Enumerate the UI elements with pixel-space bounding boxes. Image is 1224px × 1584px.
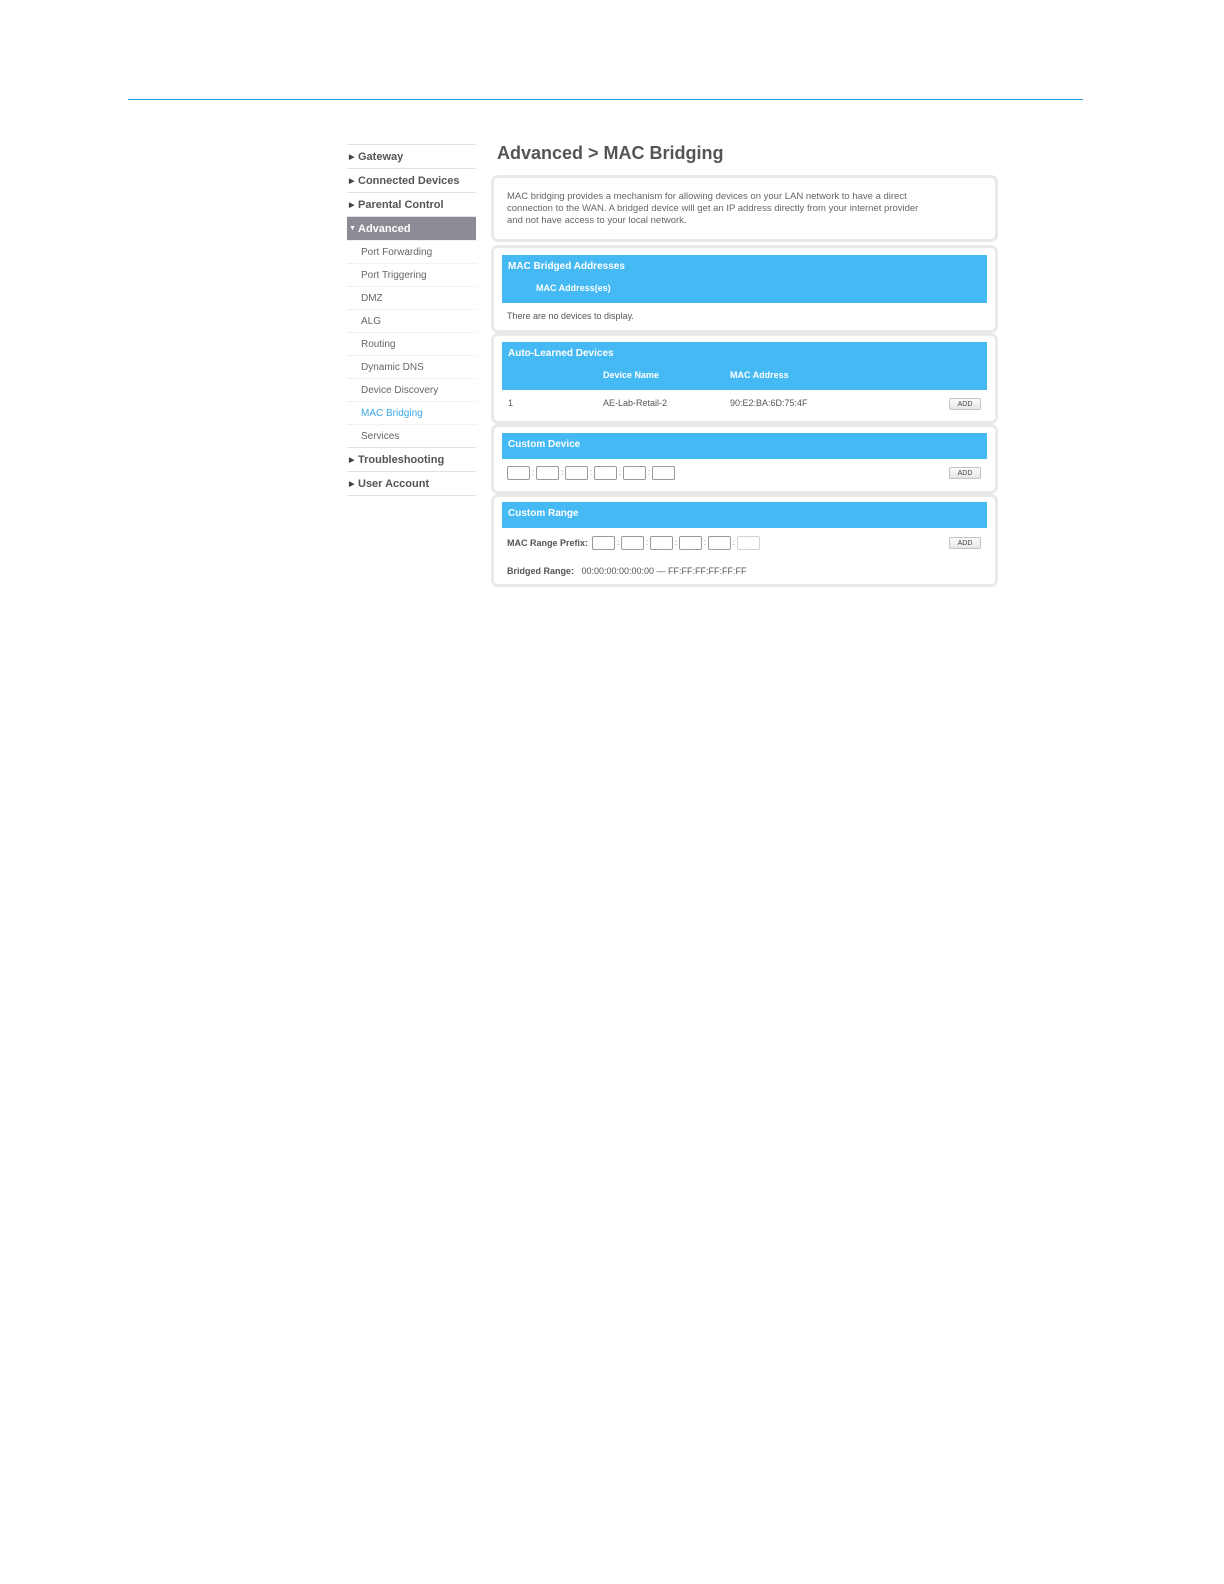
table-header <box>508 279 987 299</box>
page-title: Advanced > MAC Bridging <box>497 143 724 163</box>
mac-octet-input-6[interactable] <box>652 466 675 480</box>
prefix-octet-input-1[interactable] <box>592 536 615 550</box>
sidebar-subitem-dynamic-dns[interactable]: Dynamic DNS <box>347 355 476 378</box>
chevron-right-icon: ▶ <box>349 480 355 488</box>
sidebar-subitem-alg[interactable]: ALG <box>347 309 476 332</box>
sidebar-nav <box>347 144 476 497</box>
mac-octet-inputs <box>507 464 675 482</box>
octet-separator: : <box>560 468 564 478</box>
sidebar-subitem-dmz[interactable]: DMZ <box>347 286 476 309</box>
custom-range-panel <box>491 494 998 587</box>
sidebar-item-label: Parental Control <box>358 198 444 211</box>
mac-octet-input-2[interactable] <box>536 466 559 480</box>
prefix-octet-input-2[interactable] <box>621 536 644 550</box>
sidebar-item-label: User Account <box>358 477 430 490</box>
custom-range-header <box>502 502 987 528</box>
column-header-mac: MAC Address(es) <box>536 283 611 293</box>
mac-bridged-addresses-panel <box>491 245 998 333</box>
prefix-octet-input-3[interactable] <box>650 536 673 550</box>
sidebar-item-label: Troubleshooting <box>358 453 445 466</box>
bridged-range-row <box>507 561 747 579</box>
sidebar-item-label: Gateway <box>358 150 404 163</box>
mac-bridged-header <box>502 255 987 303</box>
chevron-down-icon: ▼ <box>349 225 356 232</box>
sidebar-item-connected-devices[interactable] <box>347 168 476 192</box>
sidebar-item-label: Connected Devices <box>358 174 460 187</box>
sidebar-subitem-port-forwarding[interactable]: Port Forwarding <box>347 240 476 263</box>
sidebar-subitem-port-triggering[interactable]: Port Triggering <box>347 263 476 286</box>
octet-separator: : <box>645 538 649 548</box>
chevron-right-icon: ▶ <box>349 456 355 464</box>
prefix-octet-input-4[interactable] <box>679 536 702 550</box>
chevron-right-icon: ▶ <box>349 153 355 161</box>
auto-learned-header <box>502 342 987 390</box>
custom-device-panel <box>491 424 998 494</box>
auto-learned-devices-panel <box>491 333 998 424</box>
bridged-range-value: 00:00:00:00:00:00 — FF:FF:FF:FF:FF:FF <box>581 566 747 576</box>
row-device-name: AE-Lab-Retail-2 <box>603 398 668 408</box>
add-custom-device-button[interactable]: ADD <box>949 467 981 479</box>
octet-separator: : <box>732 538 736 548</box>
custom-device-header <box>502 433 987 459</box>
octet-separator: : <box>589 468 593 478</box>
section-title: MAC Bridged Addresses <box>508 261 625 272</box>
sidebar-subitem-mac-bridging[interactable]: MAC Bridging <box>347 401 476 424</box>
mac-octet-input-4[interactable] <box>594 466 617 480</box>
sidebar-subitem-routing[interactable]: Routing <box>347 332 476 355</box>
octet-separator: : <box>531 468 535 478</box>
sidebar-item-troubleshooting[interactable] <box>347 447 476 471</box>
prefix-octet-input-6[interactable] <box>737 536 760 550</box>
add-custom-range-button[interactable]: ADD <box>949 537 981 549</box>
section-title: Auto-Learned Devices <box>508 348 614 359</box>
bridged-range-label: Bridged Range: <box>507 566 575 576</box>
sidebar-bottom-divider <box>347 495 476 497</box>
section-title: Custom Range <box>508 508 579 519</box>
description-text: MAC bridging provides a mechanism for allowing devices on your LAN network to have a direct connection to the WAN. A bridged device will get an IP address directly from your internet provider and not have access to your local network. <box>507 191 919 226</box>
mac-range-prefix-row <box>507 534 760 552</box>
description-panel <box>491 175 998 242</box>
section-title: Custom Device <box>508 439 581 450</box>
sidebar-subitem-device-discovery[interactable]: Device Discovery <box>347 378 476 401</box>
chevron-right-icon: ▶ <box>349 201 355 209</box>
column-header-mac-address: MAC Address <box>730 370 789 380</box>
top-divider <box>128 99 1083 100</box>
sidebar-item-parental-control[interactable] <box>347 192 476 216</box>
octet-separator: : <box>703 538 707 548</box>
mac-octet-input-1[interactable] <box>507 466 530 480</box>
empty-state-text: There are no devices to display. <box>507 311 634 321</box>
mac-octet-input-3[interactable] <box>565 466 588 480</box>
row-index: 1 <box>508 398 514 408</box>
column-header-device-name: Device Name <box>603 370 660 380</box>
octet-separator: : <box>647 468 651 478</box>
sidebar-item-label: Advanced <box>358 222 411 235</box>
chevron-right-icon: ▶ <box>349 177 355 185</box>
sidebar-item-advanced[interactable] <box>347 216 476 240</box>
mac-octet-input-5[interactable] <box>623 466 646 480</box>
table-header <box>508 366 987 386</box>
sidebar-item-user-account[interactable] <box>347 471 476 495</box>
mac-range-prefix-label: MAC Range Prefix: <box>507 537 589 548</box>
add-device-button[interactable]: ADD <box>949 398 981 410</box>
sidebar-item-gateway[interactable] <box>347 144 476 168</box>
prefix-octet-input-5[interactable] <box>708 536 731 550</box>
row-mac-address: 90:E2:BA:6D:75:4F <box>730 398 808 408</box>
octet-separator: : <box>674 538 678 548</box>
sidebar-subitem-services[interactable]: Services <box>347 424 476 447</box>
octet-separator: : <box>618 468 622 478</box>
octet-separator: : <box>616 538 620 548</box>
